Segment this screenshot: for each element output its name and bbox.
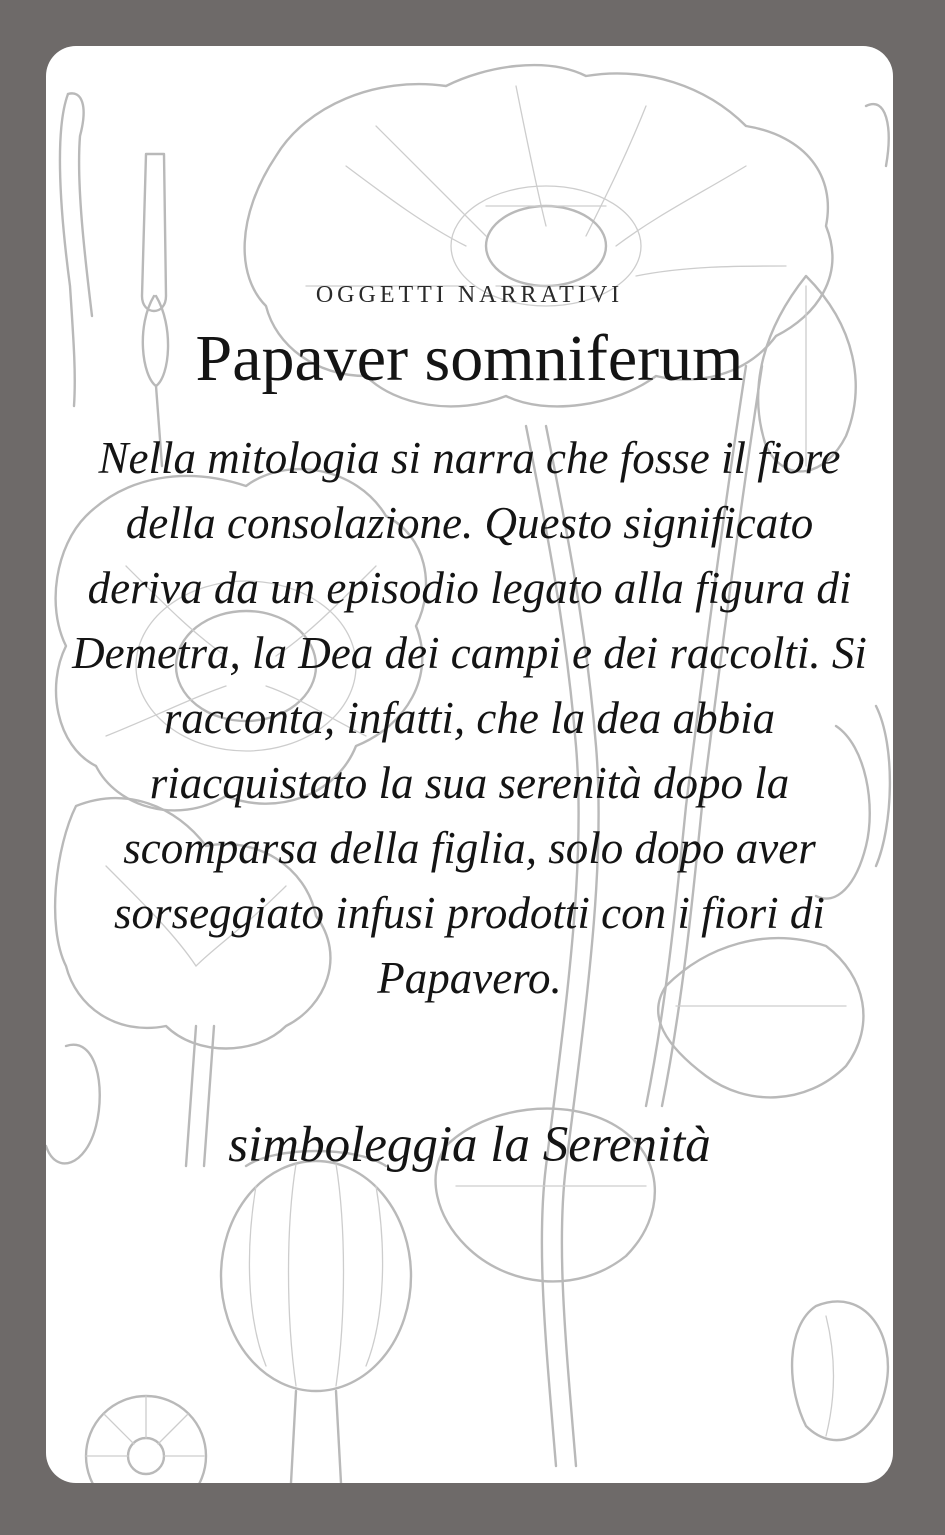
card (46, 46, 893, 1483)
card-title: Papaver somniferum (195, 322, 744, 395)
card-text (46, 46, 893, 1483)
symbol-caption: simboleggia la Serenità (228, 1117, 711, 1173)
card-description: Nella mitologia si narra che fosse il fiore della consolazione. Questo significato deriva da un episodio legato alla figura di Demetra, la Dea dei campi e dei raccolti. Si racconta, infatti, che la dea abbia riacquistato la sua serenità dopo la scomparsa della figlia, solo dopo aver sorseggiato infusi prodotti con i fiori di Papavero. (72, 433, 867, 1003)
category-kicker: OGGETTI NARRATIVI (315, 282, 624, 308)
